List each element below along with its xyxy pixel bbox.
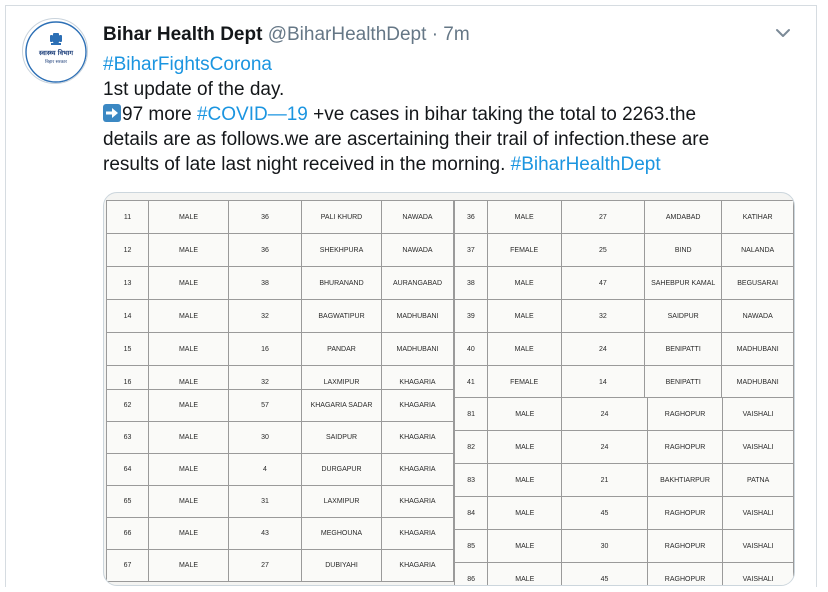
table-cell: 27 [561,201,644,234]
table-row [107,267,454,300]
tweet-line-1: 1st update of the day. [103,79,285,100]
table-cell: KHAGARIA [382,550,454,582]
table-cell: MALE [149,267,229,300]
table-cell: SHEKHPURA [302,234,382,267]
table-cell: BAKHTIARPUR [647,464,722,497]
table-cell: LAXMIPUR [302,366,382,399]
table-bottom-right [454,397,794,586]
table-cell: MALE [488,431,562,464]
table-cell: 14 [561,366,644,399]
table-cell: FEMALE [487,366,561,399]
table-cell: 25 [561,234,644,267]
table-cell: MALE [149,234,229,267]
table-cell: MADHUBANI [382,333,454,366]
table-cell: 85 [455,530,488,563]
table-cell: KHAGARIA SADAR [302,390,382,422]
table-cell: MALE [149,300,229,333]
table-cell: KHAGARIA [382,366,454,399]
table-row [455,267,794,300]
table-cell: 37 [455,234,488,267]
table-cell: PALI KHURD [302,201,382,234]
tweet-body [103,52,803,177]
table-cell: 24 [561,333,644,366]
table-cell: BENIPATTI [645,366,722,399]
table-cell: NAWADA [382,201,454,234]
table-cell: 24 [562,431,648,464]
table-cell: KATIHAR [722,201,794,234]
table-cell: BIND [645,234,722,267]
table-cell: KHAGARIA [382,486,454,518]
table-cell: 57 [229,390,302,422]
table-cell: MALE [149,333,229,366]
table-cell: MALE [488,497,562,530]
table-cell: 43 [229,518,302,550]
table-cell: VAISHALI [723,563,794,587]
table-cell: BHURANAND [302,267,382,300]
table-cell: 14 [107,300,149,333]
right-arrow-emoji-icon [103,104,121,122]
table-cell: 65 [107,486,149,518]
table-row [455,234,794,267]
table-row [455,398,794,431]
table-cell: BAGWATIPUR [302,300,382,333]
table-cell: 30 [562,530,648,563]
table-cell: MEGHOUNA [302,518,382,550]
table-cell: 63 [107,422,149,454]
timestamp[interactable]: 7m [443,24,470,45]
table-cell: 64 [107,454,149,486]
table-cell: MADHUBANI [382,300,454,333]
table-cell: MALE [149,422,229,454]
table-cell: 84 [455,497,488,530]
table-cell: DUBIYAHI [302,550,382,582]
user-handle[interactable]: @BiharHealthDept [267,24,427,45]
table-cell: 81 [455,398,488,431]
hashtag-biharfightscorona[interactable]: #BiharFightsCorona [103,54,272,75]
table-cell: 31 [229,486,302,518]
table-cell: DURGAPUR [302,454,382,486]
table-cell: RAGHOPUR [647,398,722,431]
table-cell: BENIPATTI [645,333,722,366]
table-cell: RAGHOPUR [647,563,722,587]
table-cell: 45 [562,563,648,587]
table-cell: PATNA [723,464,794,497]
chevron-down-icon[interactable] [772,24,794,42]
table-cell: 27 [229,550,302,582]
table-cell: 12 [107,234,149,267]
avatar[interactable] [22,18,88,84]
bihar-emblem-logo [23,19,88,84]
table-cell: 13 [107,267,149,300]
table-cell: 66 [107,518,149,550]
table-cell: NALANDA [722,234,794,267]
table-cell: VAISHALI [723,497,794,530]
table-row [107,550,454,582]
tweet-line-2-text-b: +ve cases in bihar taking the total to 2263.the [307,104,697,125]
table-cell: 4 [229,454,302,486]
sheet-bottom-left [106,389,454,582]
table-row [455,333,794,366]
table-row [107,422,454,454]
table-cell: 83 [455,464,488,497]
display-name[interactable]: Bihar Health Dept [103,24,263,45]
table-cell: 82 [455,431,488,464]
table-cell: 38 [229,267,302,300]
table-bottom-left [106,389,454,582]
table-cell: 32 [229,300,302,333]
table-cell: VAISHALI [723,530,794,563]
table-cell: MADHUBANI [722,333,794,366]
table-cell: 39 [455,300,488,333]
table-row [455,464,794,497]
table-cell: MALE [487,300,561,333]
table-cell: 47 [561,267,644,300]
table-cell: SAIDPUR [645,300,722,333]
table-row [107,518,454,550]
tweet-line-4-text: results of late last night received in the morning. [103,154,511,175]
table-cell: MALE [149,518,229,550]
table-cell: 36 [229,234,302,267]
table-row [455,300,794,333]
table-cell: SAHEBPUR KAMAL [645,267,722,300]
hashtag-covid19[interactable]: #COVID—19 [196,104,308,125]
table-cell: FEMALE [487,234,561,267]
table-cell: MALE [149,550,229,582]
table-cell: 24 [562,398,648,431]
table-cell: MALE [149,201,229,234]
avatar-text-bottom: बिहार सरकार [45,60,67,65]
table-cell: 45 [562,497,648,530]
table-cell: MALE [149,366,229,399]
table-cell: 67 [107,550,149,582]
table-cell: 11 [107,201,149,234]
separator-dot: · [431,24,439,45]
table-cell: 16 [229,333,302,366]
table-cell: MALE [488,464,562,497]
table-cell: AURANGABAD [382,267,454,300]
table-row [107,201,454,234]
table-top-left [106,200,454,399]
table-row [107,234,454,267]
table-top-right [454,200,794,399]
table-cell: MALE [488,563,562,587]
table-cell: 32 [229,366,302,399]
tweet-line-2-text-a: 97 more [122,104,197,125]
table-row [455,530,794,563]
table-row [455,431,794,464]
table-cell: 36 [455,201,488,234]
table-cell: 16 [107,366,149,399]
table-cell: LAXMIPUR [302,486,382,518]
table-cell: RAGHOPUR [647,530,722,563]
table-cell: VAISHALI [723,431,794,464]
table-cell: MALE [487,201,561,234]
table-cell: 62 [107,390,149,422]
table-cell: MALE [487,267,561,300]
sheet-top-right [454,200,794,399]
table-row [455,563,794,587]
table-cell: KHAGARIA [382,518,454,550]
table-cell: MALE [487,333,561,366]
table-cell: MALE [149,454,229,486]
table-cell: RAGHOPUR [647,431,722,464]
table-cell: KHAGARIA [382,422,454,454]
table-row [455,497,794,530]
table-cell: 41 [455,366,488,399]
table-cell: BEGUSARAI [722,267,794,300]
table-cell: VAISHALI [723,398,794,431]
table-cell: SAIDPUR [302,422,382,454]
table-cell: 30 [229,422,302,454]
table-row [107,454,454,486]
avatar-text-top: स्वास्थ्य विभाग [39,49,73,57]
table-cell: 32 [561,300,644,333]
table-cell: MALE [149,486,229,518]
sheet-top-left [106,200,454,399]
tweet-media-image[interactable] [103,192,795,586]
table-cell: RAGHOPUR [647,497,722,530]
table-cell: KHAGARIA [382,390,454,422]
table-cell: 21 [562,464,648,497]
table-cell: PANDAR [302,333,382,366]
table-cell: NAWADA [382,234,454,267]
table-cell: MALE [149,390,229,422]
table-row [107,390,454,422]
table-cell: 40 [455,333,488,366]
table-cell: 38 [455,267,488,300]
table-row [455,201,794,234]
table-row [107,486,454,518]
table-row [107,300,454,333]
tweet-line-2 [103,102,803,127]
table-cell: MALE [488,530,562,563]
sheet-bottom-right [454,397,794,586]
table-cell: 36 [229,201,302,234]
table-row [107,333,454,366]
table-cell: KHAGARIA [382,454,454,486]
tweet-line-3: details are as follows.we are ascertaining their trail of infection.these are [103,129,710,150]
table-cell: MALE [488,398,562,431]
table-cell: 86 [455,563,488,587]
tweet-header [103,23,470,47]
table-cell: AMDABAD [645,201,722,234]
hashtag-biharhealthdept[interactable]: #BiharHealthDept [510,154,661,175]
table-cell: 15 [107,333,149,366]
table-cell: MADHUBANI [722,366,794,399]
table-row [455,366,794,399]
tweet-line-4 [103,152,803,177]
table-cell: NAWADA [722,300,794,333]
